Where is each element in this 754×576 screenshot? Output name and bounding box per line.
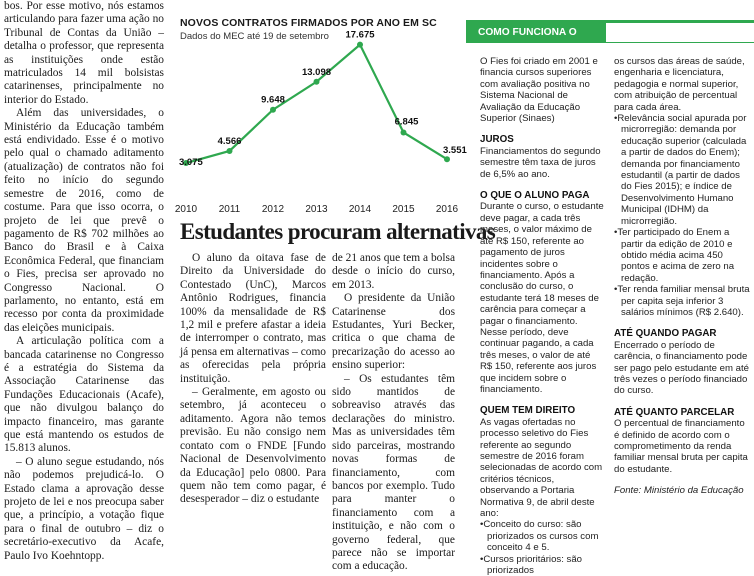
chart-subtitle: Dados do MEC até 19 de setembro xyxy=(180,31,329,42)
x-tick-label: 2016 xyxy=(435,204,459,215)
direito-bullet: •Conceito do curso: são priorizados os cursos com conceito 4 e 5. xyxy=(480,519,599,554)
data-label: 6.845 xyxy=(394,116,419,128)
paragraph: de 21 anos que tem a bolsa desde o início do curso, em 2013. xyxy=(332,252,455,291)
x-tick-label: 2010 xyxy=(174,204,198,215)
paragraph: – Os estudantes têm sido mantidos de sobreaviso através das declarações do ministro. Mas as universidades têm sido parceiras, mostrando novas formas de financiamento, com bancos por exemplo. Tudo para manter o financiamento com a instituição, e não com o governo federal, que parece não se importar com a educação. xyxy=(332,372,455,573)
section-title-parcelar: ATÉ QUANTO PARCELAR xyxy=(614,406,735,418)
article-column-1 xyxy=(180,252,326,507)
section-title-paga: O QUE O ALUNO PAGA xyxy=(480,190,590,202)
paragraph: – Geralmente, em agosto ou setembro, já aconteceu o aditamento. Agora não temos previsão. Eu não consigo nem contato com o FNDE [Fundo Nacional de Desenvolvimento da Educação] pelo 0800. Para quem não tem como pagar, é desesperador – diz o estudante xyxy=(180,386,326,506)
data-point xyxy=(444,156,450,162)
direito-bullet: •Cursos prioritários: são priorizados xyxy=(480,553,582,576)
data-label: 13.098 xyxy=(301,66,332,78)
criteria-bullet: •Ter renda familiar mensal bruta per capita seja inferior 3 salários mínimos (R$ 2.640). xyxy=(614,284,750,318)
direito-text: As vagas ofertadas no processo seletivo do Fies referente ao segundo semestre de 2016 foram selecionadas de acordo com critérios técnicos, observando a Portaria Normativa 9, de abril deste ano: xyxy=(480,416,603,520)
paragraph: – O aluno segue estudando, nós não podemos prejudicá-lo. O Estado clama a aprovação desse projeto de lei e nos preocupa saber que, a princípio, a votação fique para o final de outubro – diz o secretário-executivo da Acafe, Paulo Ivo Koehntopp. xyxy=(4,455,164,562)
section-title-juros: JUROS xyxy=(480,134,514,146)
criteria-bullet: •Ter participado do Enem a partir da edição de 2010 e obtido média acima 450 pontos e acima de zero na redação. xyxy=(614,227,735,284)
criteria-bullet: •Relevância social apurada por microrregião: demanda por educação superior (calculada a partir de dados do Enem); demanda por financiamento estudantil (a partir de dados do Fies 2015); e índice de Desenvolvimento Humano Municipal (IDHM) da microrregião. xyxy=(614,113,747,227)
paragraph: A articulação política com a bancada catarinense no Congresso é a estratégia do Sistema da Associação Catarinense das Fundações Educacionais (Acafe), que não divulgou balanço do impacto financeiro, mas garante que está mantendo os estudos de 15.813 alunos. xyxy=(4,335,164,455)
left-text-column xyxy=(4,0,164,563)
data-point xyxy=(270,107,276,113)
box-intro: O Fies foi criado em 2001 e financia cursos superiores com avaliação positiva no Sistema Nacional de Avaliação da Educação Superior (Sinaes) xyxy=(480,56,598,125)
box-header-rule xyxy=(606,42,754,43)
data-point xyxy=(227,148,233,154)
box-column-1 xyxy=(480,56,605,576)
chart-title: NOVOS CONTRATOS FIRMADOS POR ANO EM SC xyxy=(180,17,437,29)
paragraph: Além das universidades, o Ministério da Educação também está endividado. Esse é o motivo pelo qual o chamado aditamento (atualização) de contratos não foi feito no início do segundo semestre de 2016, como de costume. Para que isso ocorra, o projeto de lei que prevê o pagamento de R$ 702 milhões ao Banco do Brasil e à Caixa Econômica Federal, que financiam o Fies, precisa ser aprovado no Congresso Nacional. O parlamento, no entanto, está em recesso por conta da proximidade das eleições municipais. xyxy=(4,107,164,334)
parcelar-text: O percentual de financiamento é definido de acordo com o comprometimento da renda familiar mensal bruta per capita do estudante. xyxy=(614,418,748,475)
x-tick-label: 2013 xyxy=(305,204,328,215)
quando-text: Encerrado o período de carência, o financiamento pode ser pago pelo estudante em até três vezes o período financiado do curso. xyxy=(614,339,749,397)
data-point xyxy=(314,79,320,85)
data-label: 3.075 xyxy=(179,157,203,169)
box-title: COMO FUNCIONA O PROGRAMA xyxy=(466,23,606,43)
contracts-line-chart xyxy=(170,29,467,216)
x-tick-label: 2015 xyxy=(392,204,415,215)
criteria-continuation: os cursos das áreas de saúde, engenharia e licenciatura, pedagogia e normal superior, com atribuição de percentual para cada área. xyxy=(614,56,745,113)
paragraph: bos. Por esse motivo, nós estamos articulando para fazer uma ação no Tribunal de Contas da União – detalha o professor, que representa as instituições onde estão matriculados 14 mil bolsistas catarinenses, principalmente no interior do Estado. xyxy=(4,0,164,106)
box-column-2 xyxy=(614,56,752,497)
section-title-quando: ATÉ QUANDO PAGAR xyxy=(614,328,717,340)
data-point xyxy=(401,129,407,135)
juros-text: Financiamentos do segundo semestre têm taxa de juros de 6,5% ao ano. xyxy=(480,145,601,180)
data-label: 3.551 xyxy=(443,145,467,157)
paragraph: O aluno da oitava fase de Direito da Universidade do Contestado (UnC), Marcos Antônio Rodrigues, financia 100% da mensalidade de R$ 1,2 mil e prefere afastar a ideia de interromper o contrato, mas já pensa em alternativas – como as oferecidas pela própria instituição. xyxy=(180,252,326,385)
x-tick-label: 2014 xyxy=(348,204,372,215)
box-source: Fonte: Ministério da Educação xyxy=(614,485,744,497)
x-tick-label: 2012 xyxy=(261,204,285,215)
article-headline: Estudantes procuram alternativas xyxy=(180,219,496,244)
data-label: 4.566 xyxy=(217,135,242,147)
paga-text: Durante o curso, o estudante deve pagar, a cada três meses, o valor máximo de até R$ 150, referente ao pagamento de juros incidentes sobre o financiamento. Após a conclusão do curso, o estudante terá 18 meses de carência para começar a pagar o financiamento. Nesse período, deve continuar pagando, a cada três meses, o valor de até R$ 150, referente aos juros que incidem sobre o financiamento. xyxy=(480,201,604,395)
x-tick-label: 2011 xyxy=(218,204,241,215)
paragraph: O presidente da União Catarinense dos Estudantes, Yuri Becker, critica o que chama de precarização do acesso ao ensino superior: xyxy=(332,292,455,372)
program-info-box xyxy=(466,20,754,576)
data-label: 9.648 xyxy=(261,94,285,106)
data-label: 17.675 xyxy=(345,29,375,41)
article-column-2 xyxy=(332,252,455,574)
section-title-direito: QUEM TEM DIREITO xyxy=(480,405,576,417)
data-point xyxy=(357,42,363,48)
